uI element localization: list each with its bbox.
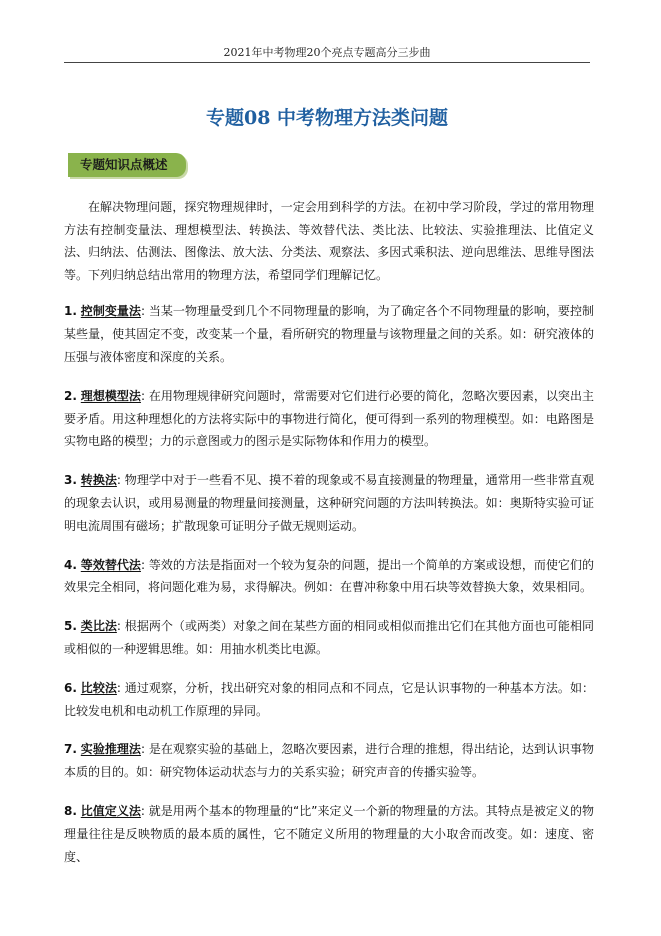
item-number: 1. bbox=[64, 304, 77, 319]
item-text: 根据两个（或两类）对象之间在某些方面的相同或相似而推出它们在其他方面也可能相同或相似的一种逻辑思维。如：用抽水机类比电源。 bbox=[64, 619, 594, 656]
item-number: 8. bbox=[64, 803, 77, 818]
page-header: 2021年中考物理20个亮点专题高分三步曲 bbox=[64, 44, 590, 63]
item-text: 就是用两个基本的物理量的“比”来定义一个新的物理量的方法。其特点是被定义的物理量往往是反映物质的最本质的属性，它不随定义所用的物理量的大小取舍而改变。如：速度、密度、 bbox=[64, 803, 594, 864]
method-item bbox=[64, 615, 594, 661]
item-colon: : bbox=[116, 680, 121, 695]
method-item bbox=[64, 469, 594, 537]
method-item bbox=[64, 300, 594, 368]
method-item bbox=[64, 738, 594, 784]
item-colon: : bbox=[116, 619, 121, 634]
item-text: 通过观察，分析，找出研究对象的相同点和不同点，它是认识事物的一种基本方法。如：比较发电机和电动机工作原理的异同。 bbox=[64, 680, 594, 718]
item-text: 等效的方法是指面对一个较为复杂的问题，提出一个简单的方案或设想，而使它们的效果完全相同，将问题化难为易，求得解决。例如：在曹冲称象中用石块等效替换大象，效果相同。 bbox=[64, 557, 594, 595]
item-colon: : bbox=[140, 557, 145, 572]
method-item bbox=[64, 800, 594, 868]
item-colon: : bbox=[140, 803, 145, 818]
page-title: 专题08 中考物理方法类问题 bbox=[205, 107, 449, 129]
intro-paragraph: 在解决物理问题，探究物理规律时，一定会用到科学的方法。在初中学习阶段，学过的常用物理方法有控制变量法、理想模型法、转换法、等效替代法、类比法、比较法、实验推理法、比值定义法、归纳法、估测法、图像法、放大法、分类法、观察法、多因式乘积法、逆向思维法、思维导图法等。下列归纳总结出常用的物理方法，希望同学们理解记忆。 bbox=[64, 200, 594, 282]
item-number: 2. bbox=[64, 388, 77, 403]
item-text: 是在观察实验的基础上，忽略次要因素，进行合理的推想，得出结论，达到认识事物本质的目的。如：研究物体运动状态与力的关系实验；研究声音的传播实验等。 bbox=[64, 742, 594, 780]
method-item bbox=[64, 677, 594, 723]
item-number: 7. bbox=[64, 742, 77, 757]
item-term: 转换法 bbox=[80, 473, 117, 488]
item-term: 等效替代法 bbox=[80, 557, 141, 572]
item-number: 6. bbox=[64, 680, 77, 695]
item-number: 4. bbox=[64, 557, 77, 572]
method-item bbox=[64, 385, 594, 453]
item-text: 当某一物理量受到几个不同物理量的影响，为了确定各个不同物理量的影响，要控制某些量，使其固定不变，改变某一个量，看所研究的物理量与该物理量之间的关系。如：研究液体的压强与液体密度和深度的关系。 bbox=[64, 304, 594, 364]
item-term: 控制变量法 bbox=[80, 304, 141, 319]
item-colon: : bbox=[140, 388, 145, 403]
item-colon: : bbox=[140, 742, 145, 757]
item-term: 理想模型法 bbox=[80, 388, 141, 403]
item-term: 比值定义法 bbox=[80, 803, 141, 818]
section-label: 专题知识点概述 bbox=[68, 153, 186, 177]
item-colon: : bbox=[140, 304, 145, 319]
item-number: 5. bbox=[64, 619, 77, 634]
item-term: 实验推理法 bbox=[80, 742, 141, 757]
item-number: 3. bbox=[64, 473, 77, 488]
item-term: 比较法 bbox=[80, 680, 117, 695]
document-body bbox=[64, 196, 594, 884]
method-item bbox=[64, 554, 594, 600]
item-colon: : bbox=[116, 473, 121, 488]
item-text: 物理学中对于一些看不见、摸不着的现象或不易直接测量的物理量，通常用一些非常直观的现象去认识，或用易测量的物理量间接测量，这种研究问题的方法叫转换法。如：奥斯特实验可证明电流周围有磁场；扩散现象可证明分子做无规则运动。 bbox=[64, 473, 594, 533]
item-text: 在用物理规律研究问题时，常需要对它们进行必要的简化，忽略次要因素，以突出主要矛盾。用这种理想化的方法将实际中的事物进行简化，便可得到一系列的物理模型。如：电路图是实物电路的模型；力的示意图或力的图示是实际物体和作用力的模型。 bbox=[64, 388, 594, 449]
item-term: 类比法 bbox=[80, 619, 117, 634]
